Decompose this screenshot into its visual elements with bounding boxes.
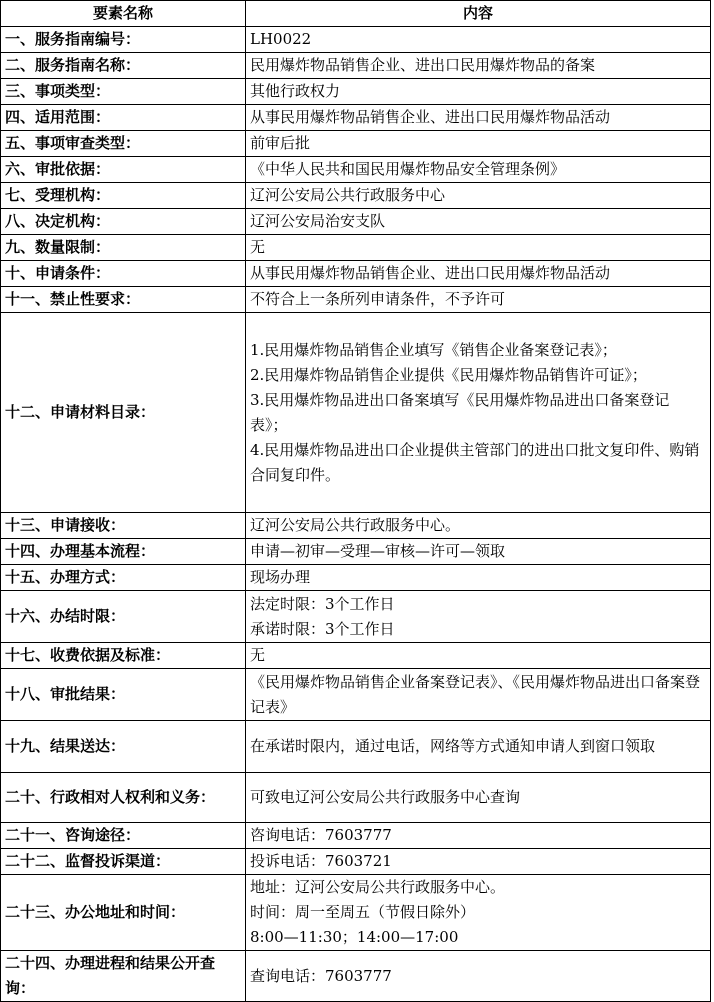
row-value: 民用爆炸物品销售企业、进出口民用爆炸物品的备案 [246, 53, 711, 79]
table-row [1, 849, 711, 875]
row-label: 二十二、监督投诉渠道： [1, 849, 246, 875]
row-label: 十八、审批结果： [1, 669, 246, 721]
table-row [1, 313, 711, 513]
row-value: 辽河公安局治安支队 [246, 209, 711, 235]
table-row [1, 209, 711, 235]
row-label: 二十三、办公地址和时间： [1, 875, 246, 951]
table-row [1, 105, 711, 131]
row-value: 申请—初审—受理—审核—许可—领取 [246, 539, 711, 565]
list-item: 8:00—11:30；14:00—17:00 [250, 928, 459, 946]
table-row [1, 27, 711, 53]
table-row [1, 131, 711, 157]
table-row [1, 951, 711, 1002]
row-label: 十一、禁止性要求： [1, 287, 246, 313]
row-label: 十六、办结时限： [1, 591, 246, 643]
row-value: 无 [246, 643, 711, 669]
row-label: 十九、结果送达： [1, 721, 246, 773]
row-label: 五、事项审查类型： [1, 131, 246, 157]
table-row [1, 513, 711, 539]
row-value: 不符合上一条所列申请条件，不予许可 [246, 287, 711, 313]
row-value: 现场办理 [246, 565, 711, 591]
row-label: 二十四、办理进程和结果公开查询： [1, 951, 246, 1002]
row-value: 前审后批 [246, 131, 711, 157]
table-row [1, 235, 711, 261]
table-row [1, 287, 711, 313]
row-value: 无 [246, 235, 711, 261]
row-value: 投诉电话：7603721 [246, 849, 711, 875]
row-value: 在承诺时限内，通过电话，网络等方式通知申请人到窗口领取 [246, 721, 711, 773]
row-label: 十四、办理基本流程： [1, 539, 246, 565]
row-label: 三、事项类型： [1, 79, 246, 105]
table-header-row [1, 1, 711, 27]
header-element-name: 要素名称 [1, 1, 246, 27]
table-row [1, 669, 711, 721]
row-label: 十、申请条件： [1, 261, 246, 287]
row-label: 六、审批依据： [1, 157, 246, 183]
row-value-list [246, 313, 711, 513]
table-row [1, 565, 711, 591]
row-value: 辽河公安局公共行政服务中心。 [246, 513, 711, 539]
table-row [1, 643, 711, 669]
row-value: 查询电话：7603777 [246, 951, 711, 1002]
list-item: 3.民用爆炸物品进出口备案填写《民用爆炸物品进出口备案登记表》； [250, 390, 670, 434]
row-label: 七、受理机构： [1, 183, 246, 209]
table-row [1, 53, 711, 79]
row-label: 十二、申请材料目录： [1, 313, 246, 513]
row-label: 十五、办理方式： [1, 565, 246, 591]
table-row [1, 157, 711, 183]
row-value-list [246, 875, 711, 951]
table-row [1, 875, 711, 951]
list-item: 1.民用爆炸物品销售企业填写《销售企业备案登记表》； [250, 340, 617, 359]
row-label: 十七、收费依据及标准： [1, 643, 246, 669]
row-value: 其他行政权力 [246, 79, 711, 105]
list-item: 4.民用爆炸物品进出口企业提供主管部门的进出口批文复印件、购销合同复印件。 [250, 440, 700, 484]
list-item: 2.民用爆炸物品销售企业提供《民用爆炸物品销售许可证》； [250, 365, 647, 384]
row-value: 辽河公安局公共行政服务中心 [246, 183, 711, 209]
list-item: 时间：周一至周五（节假日除外） [250, 903, 476, 921]
row-value: 《中华人民共和国民用爆炸物品安全管理条例》 [246, 157, 711, 183]
table-row [1, 183, 711, 209]
row-label: 八、决定机构： [1, 209, 246, 235]
list-item: 地址：辽河公安局公共行政服务中心。 [250, 878, 506, 896]
list-item: 承诺时限：3个工作日 [250, 619, 395, 638]
row-value: 从事民用爆炸物品销售企业、进出口民用爆炸物品活动 [246, 105, 711, 131]
table-row [1, 261, 711, 287]
table-row [1, 591, 711, 643]
table-row [1, 539, 711, 565]
table-row [1, 773, 711, 823]
header-content: 内容 [246, 1, 711, 27]
row-value-list [246, 591, 711, 643]
row-value: 咨询电话：7603777 [246, 823, 711, 849]
row-label: 二十、行政相对人权利和义务： [1, 773, 246, 823]
row-value: 可致电辽河公安局公共行政服务中心查询 [246, 773, 711, 823]
row-label: 四、适用范围： [1, 105, 246, 131]
list-item: 法定时限：3个工作日 [250, 594, 395, 613]
row-value: 从事民用爆炸物品销售企业、进出口民用爆炸物品活动 [246, 261, 711, 287]
table-row [1, 79, 711, 105]
table-row [1, 721, 711, 773]
row-label: 二、服务指南名称： [1, 53, 246, 79]
row-label: 九、数量限制： [1, 235, 246, 261]
row-value: 《民用爆炸物品销售企业备案登记表》、《民用爆炸物品进出口备案登记表》 [246, 669, 711, 721]
table-row [1, 823, 711, 849]
row-label: 二十一、咨询途径： [1, 823, 246, 849]
row-label: 一、服务指南编号： [1, 27, 246, 53]
row-value: LH0022 [246, 27, 711, 53]
row-label: 十三、申请接收： [1, 513, 246, 539]
